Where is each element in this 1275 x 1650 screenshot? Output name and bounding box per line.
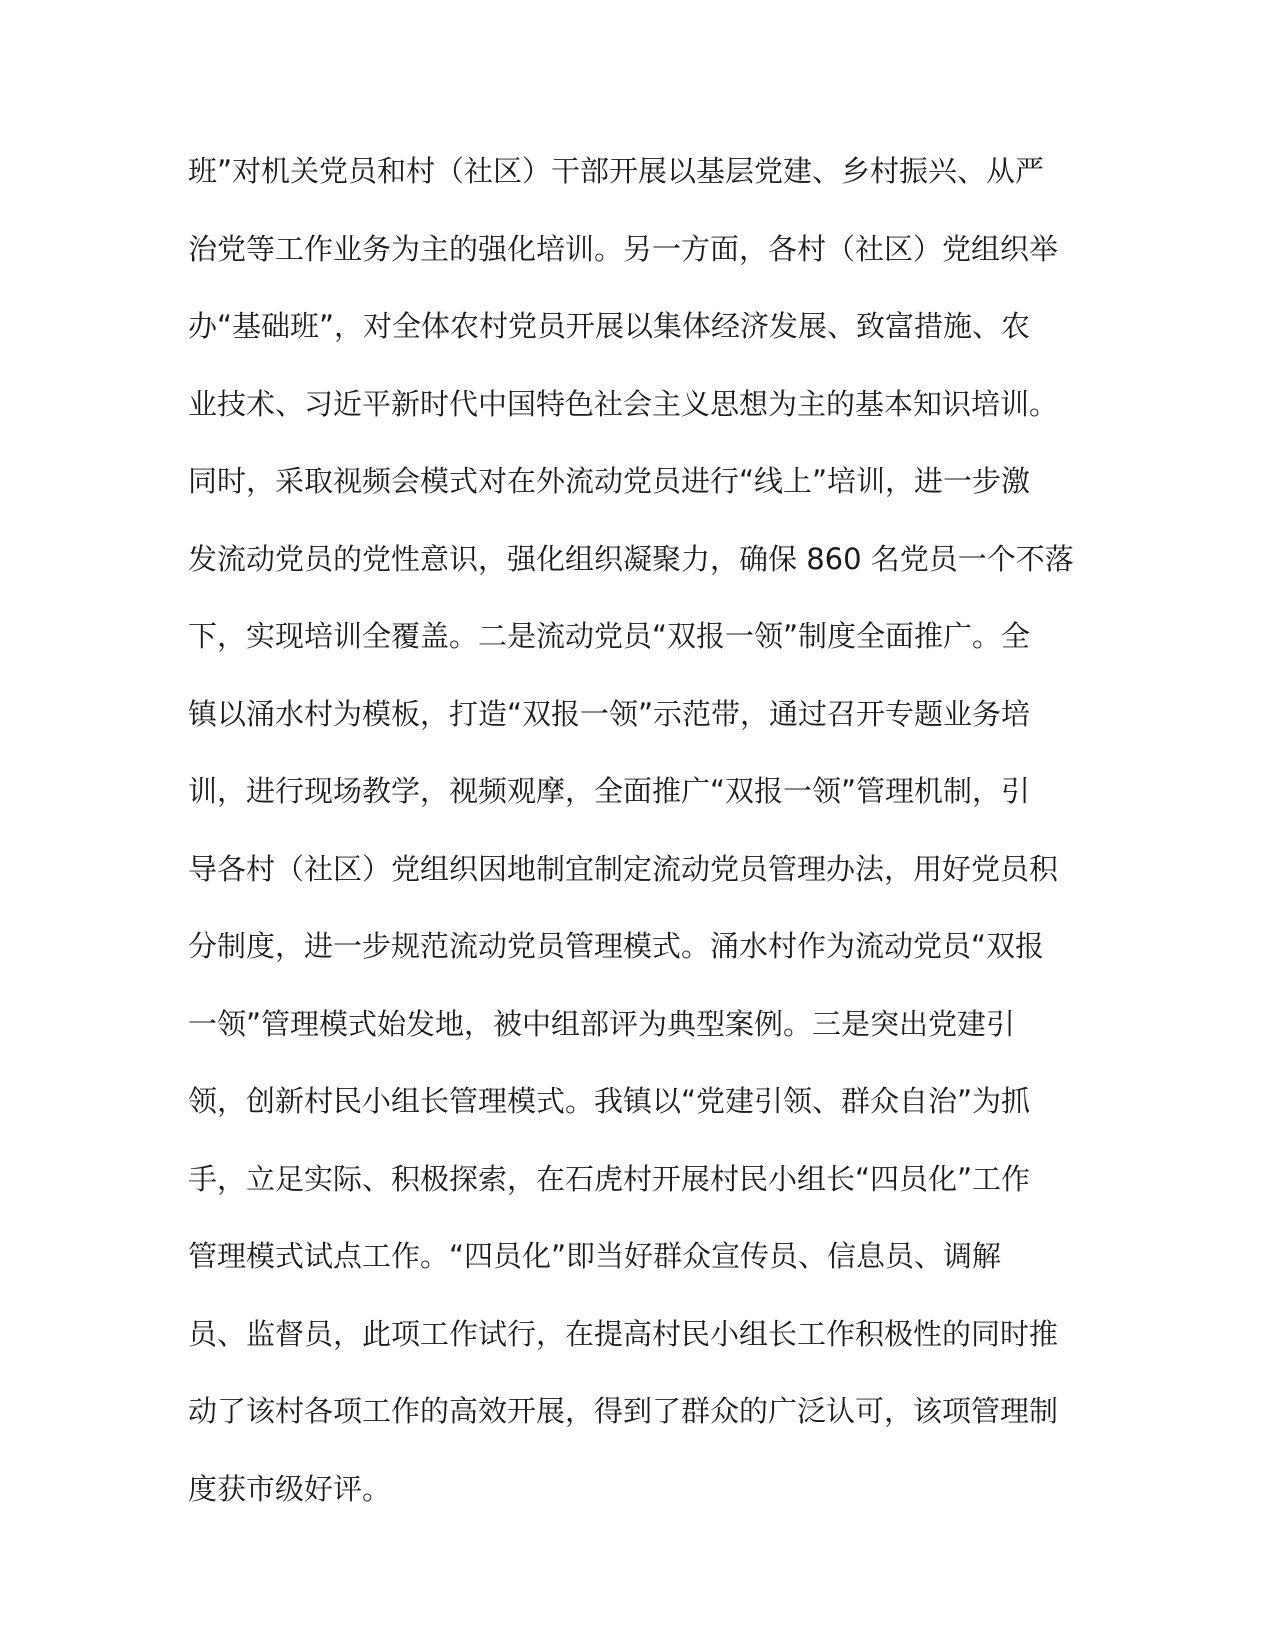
text-line: 治党等工作业务为主的强化培训。另一方面，各村（社区）党组织举 (188, 231, 1059, 266)
text-line: 下，实现培训全覆盖。二是流动党员“双报一领”制度全面推广。全 (188, 619, 1031, 653)
text-line: 员、监督员，此项工作试行，在提高村民小组长工作积极性的同时推 (188, 1316, 1059, 1351)
text-line: 管理模式试点工作。“四员化”即当好群众宣传员、信息员、调解 (188, 1239, 1002, 1273)
text-line: 分制度，进一步规范流动党员管理模式。涌水村作为流动党员“双报 (188, 929, 1045, 963)
text-line: 度获市级好评。 (188, 1471, 392, 1506)
text-line: 办“基础班”，对全体农村党员开展以集体经济发展、致富措施、农 (188, 309, 1031, 343)
text-line: 训，进行现场教学，视频观摩，全面推广“双报一领”管理机制，引 (188, 774, 1031, 808)
text-line: 动了该村各项工作的高效开展，得到了群众的广泛认可，该项管理制 (188, 1394, 1059, 1428)
text-line: 同时，采取视频会模式对在外流动党员进行“线上”培训，进一步激 (188, 464, 1031, 498)
text-line: 领，创新村民小组长管理模式。我镇以“党建引领、群众自治”为抓 (188, 1084, 1031, 1118)
text-line: 班”对机关党员和村（社区）干部开展以基层党建、乡村振兴、从严 (188, 154, 1045, 188)
text-line: 镇以涌水村为模板，打造“双报一领”示范带，通过召开专题业务培 (188, 696, 1031, 731)
text-line: 手，立足实际、积极探索，在石虎村开展村民小组长“四员化”工作 (188, 1161, 1031, 1196)
text-line: 导各村（社区）党组织因地制宜制定流动党员管理办法，用好党员积 (188, 851, 1059, 886)
text-line: 业技术、习近平新时代中国特色社会主义思想为主的基本知识培训。 (188, 386, 1059, 421)
body-text (188, 141, 1088, 1536)
text-line: 一领”管理模式始发地，被中组部评为典型案例。三是突出党建引 (188, 1006, 1016, 1041)
text-line: 发流动党员的党性意识，强化组织凝聚力，确保 860 名党员一个不落 (188, 541, 1074, 576)
